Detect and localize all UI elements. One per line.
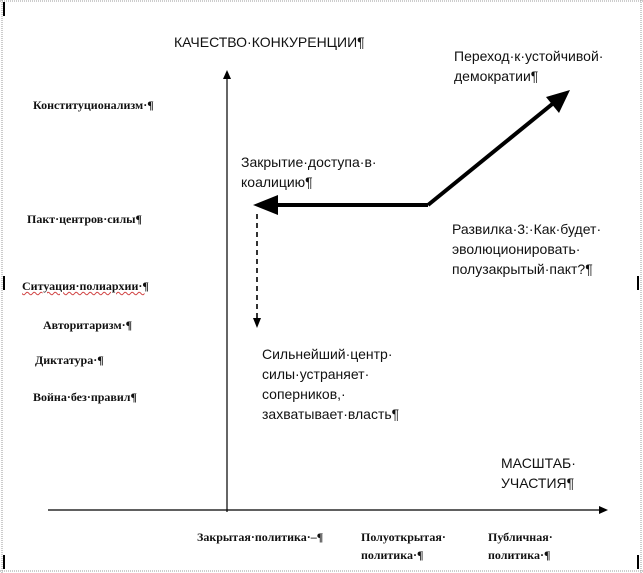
coalition-closing-arrow [253,195,428,215]
y-level-polyarchy-text: Ситуация·полиархии·¶ [22,279,149,293]
y-level-war-without-rules: Война·без·правил¶ [33,390,138,404]
x-level-closed-politics [197,528,323,546]
x-level-line: Полуоткрытая· [361,530,446,544]
x-level-line: политика·¶ [488,548,551,562]
power-seizure-dashed-arrow [253,214,261,328]
democracy-transition-arrow [428,90,570,205]
y-level-polyarchy [22,279,149,294]
x-axis-title-line: МАСШТАБ· [501,455,576,471]
annotation-line: захватывает·власть¶ [262,406,400,422]
x-level-line: политика·¶ [361,548,424,562]
x-level-line: Публичная· [488,530,553,544]
y-axis-title: КАЧЕСТВО·КОНКУРЕНЦИИ¶ [174,34,365,50]
annotation-line: Развилка·3:·Как·будет· [452,221,602,237]
x-axis-title [501,453,576,493]
annotation-coalition-closing [241,152,377,192]
annotation-line: полузакрытый·пакт?¶ [452,261,593,277]
x-level-line: Закрытая·политика·–¶ [197,530,324,544]
annotation-line: эволюционировать· [452,241,581,257]
annotation-line: демократии¶ [454,68,539,84]
y-level-dictatorship: Диктатура·¶ [35,353,104,367]
annotation-democracy-transition [454,46,603,86]
annotation-line: Переход·к·устойчивой· [454,48,604,64]
annotation-fork-3 [452,219,601,279]
x-level-semi-open-politics [361,528,446,564]
annotation-line: Закрытие·доступа·в· [241,154,377,170]
x-level-public-politics [488,528,553,564]
y-level-authoritarianism: Авторитаризм·¶ [43,318,133,332]
y-level-power-centers-pact: Пакт·центров·силы¶ [27,212,143,226]
annotation-line: соперников,· [262,386,346,402]
annotation-line: коалицию¶ [241,174,313,190]
annotation-line: силы·устраняет· [262,366,370,382]
annotation-strongest-center [262,344,399,424]
annotation-line: Сильнейший·центр· [262,346,393,362]
x-axis-title-line: УЧАСТИЯ¶ [501,475,575,491]
y-level-constitutionalism: Конституционализм·¶ [33,98,154,112]
